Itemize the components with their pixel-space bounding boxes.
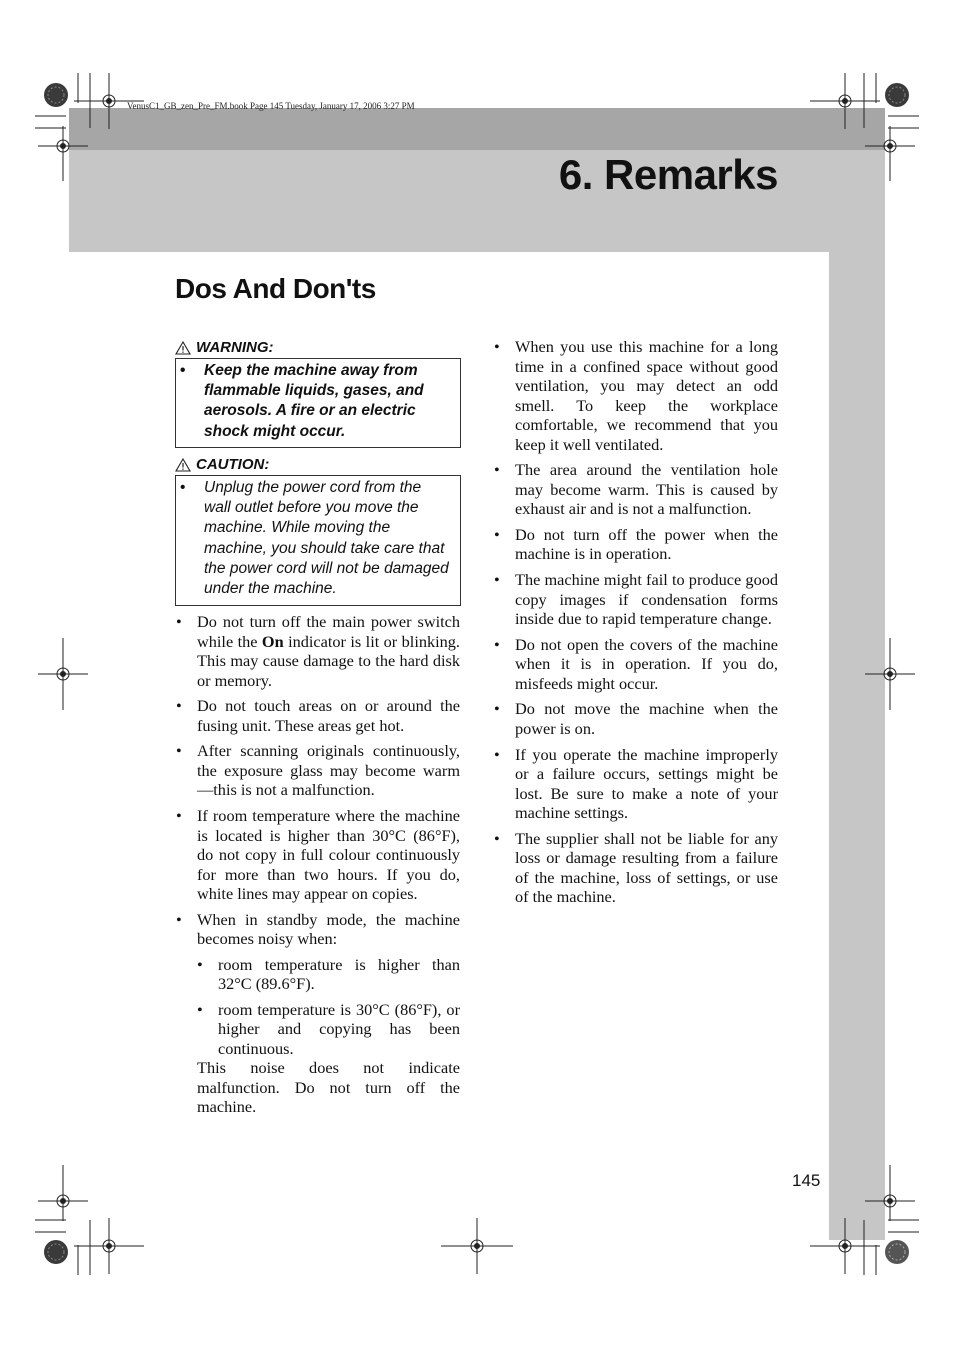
text-segment: Do not turn off the main power switch while the <box>197 612 460 651</box>
bullet: • <box>197 954 203 974</box>
bullet: • <box>176 909 182 929</box>
text-segment: indicator is lit or blinking. This may cause damage to the hard disk or memory. <box>197 631 460 690</box>
chapter-title: 6. Remarks <box>558 151 778 198</box>
list-item-text: Do not touch areas on or around the fusing unit. These areas get hot. <box>197 696 460 735</box>
list-item-text: The supplier shall not be liable for any loss or damage resulting from a failure of the machine, loss of settings, or use of the machine. <box>515 828 778 907</box>
bullet: • <box>494 699 500 719</box>
warning-text: Keep the machine away from flammable liquids, gases, and aerosols. A fire or an electric shock might occur. <box>204 362 424 440</box>
warning-label: WARNING: <box>196 339 274 356</box>
sub-list-item-text: room temperature is higher than 32°C (89.6°F). <box>218 954 460 994</box>
bullet: • <box>176 741 182 761</box>
page-number: 145 <box>792 1171 821 1190</box>
list-item-text: After scanning originals continuously, the exposure glass may become warm—this is not a malfunction. <box>197 741 460 800</box>
bullet: • <box>494 337 500 356</box>
bullet: • <box>176 612 182 631</box>
bullet: • <box>176 806 182 826</box>
indicator-name: On <box>261 631 284 651</box>
list-item-text: The machine might fail to produce good copy images if condensation forms inside due to rapid temperature change. <box>515 570 778 629</box>
section-title: Dos And Don'ts <box>175 273 376 304</box>
list-item-text: When you use this machine for a long time in a confined space without good ventilation, you may detect an odd smell. To keep the workplace comfortable, we recommend that you keep it well ventilated. <box>515 337 778 454</box>
list-item-text: If you operate the machine improperly or a failure occurs, settings might be lost. Be sure to make a note of your machine settings. <box>515 744 778 823</box>
bullet: • <box>494 524 500 544</box>
list-item-text: The area around the ventilation hole may become warm. This is caused by exhaust air and is not a malfunction. <box>515 460 778 519</box>
caution-label: CAUTION: <box>196 456 270 473</box>
list-item-text: Do not move the machine when the power is on. <box>515 699 778 738</box>
sub-list-item-text: room temperature is 30°C (86°F), or higher and copying has been continuous. <box>218 999 460 1058</box>
list-item-text: If room temperature where the machine is located is higher than 30°C (86°F), do not copy in full colour continuously for more than two hours. If you do, white lines may appear on copies. <box>197 806 460 904</box>
print-info-line: VenusC1_GB_zen_Pre_FM.book Page 145 Tuesday, January 17, 2006 3:27 PM <box>127 101 415 111</box>
list-item-text: When in standby mode, the machine becomes noisy when: <box>197 909 460 949</box>
bullet: • <box>176 696 182 716</box>
bullet: • <box>494 570 500 590</box>
bullet: • <box>494 460 500 480</box>
bullet: • <box>180 479 186 496</box>
bullet: • <box>494 634 500 654</box>
bullet: • <box>494 744 500 764</box>
bullet: • <box>197 999 203 1019</box>
list-item-text: Do not turn off the power when the machine is in operation. <box>515 524 778 564</box>
bullet: • <box>494 828 500 848</box>
list-item-text: Do not open the covers of the machine when it is in operation. If you do, misfeeds might occur. <box>515 634 778 693</box>
bullet: • <box>180 362 186 379</box>
caution-text: Unplug the power cord from the wall outlet before you move the machine. While moving the machine, you should take care that the power cord will not be damaged under the machine. <box>204 479 449 598</box>
standby-note: This noise does not indicate malfunction. Do not turn off the machine. <box>197 1058 460 1117</box>
